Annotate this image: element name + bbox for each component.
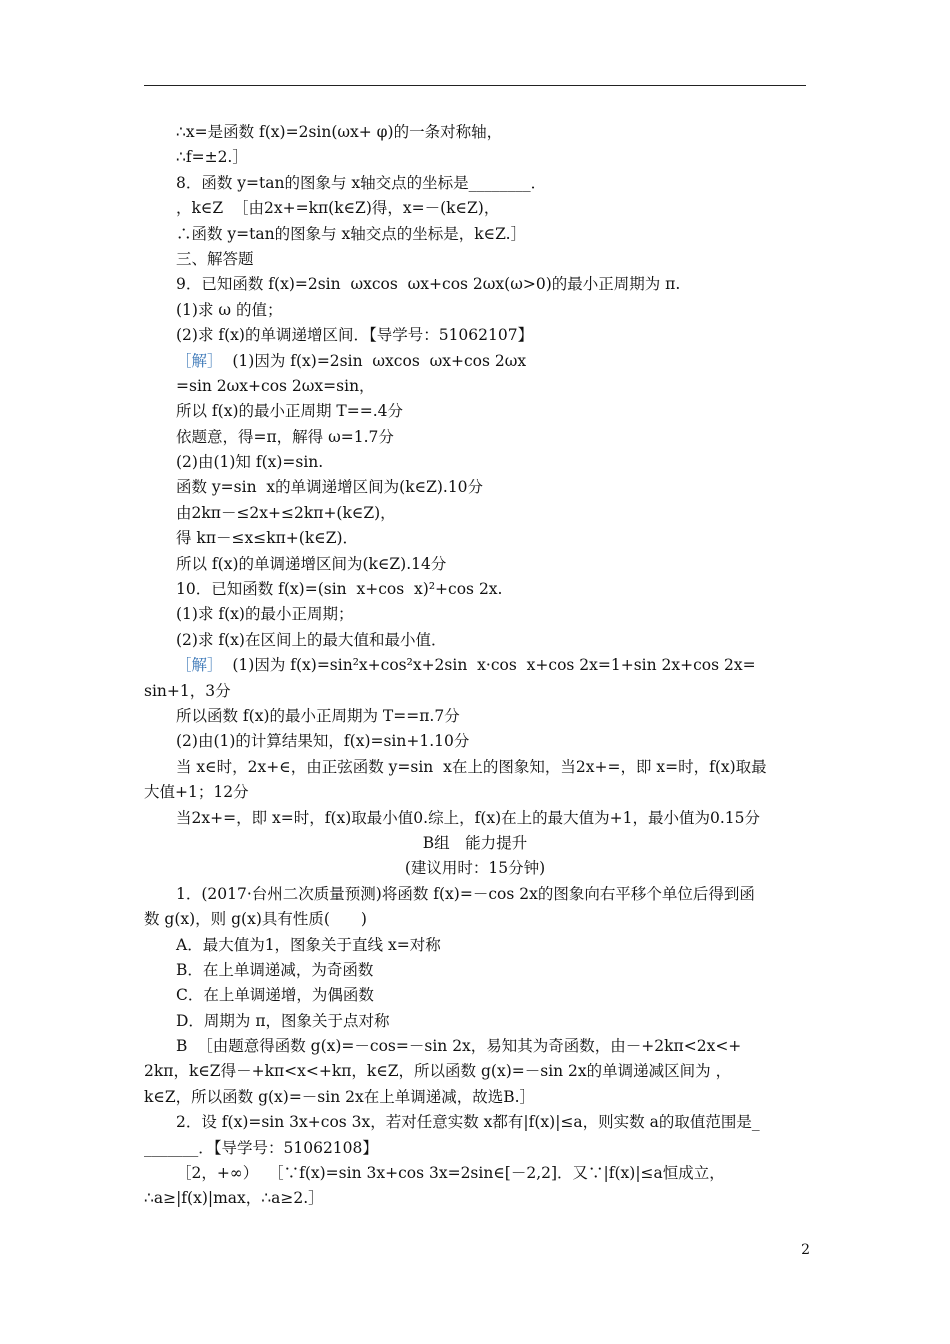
solution-label: ［解］ <box>176 351 223 370</box>
line-text: (2)由(1)知 f(x)=sin. <box>176 453 324 472</box>
text-line <box>144 196 806 221</box>
text-line <box>144 1009 806 1034</box>
text-line <box>144 298 806 323</box>
text-line <box>144 552 806 577</box>
line-text: 9．已知函数 f(x)=2sin ωxcos ωx+cos 2ωx(ω>0)的最小正周期为 π. <box>176 275 681 294</box>
line-text: k∈Z，所以函数 g(x)=－sin 2x在上单调递减，故选B.］ <box>144 1087 536 1106</box>
text-line <box>144 1161 806 1186</box>
line-text: 三、解答题 <box>176 249 254 268</box>
text-line <box>144 907 806 932</box>
text-line <box>144 1059 806 1084</box>
line-text: 大值+1；12分 <box>144 783 249 802</box>
line-text: 依题意，得=π，解得 ω=1.7分 <box>176 427 394 446</box>
text-line <box>144 1186 806 1211</box>
text-line <box>144 780 806 805</box>
text-line <box>144 602 806 627</box>
line-text: 2．设 f(x)=sin 3x+cos 3x，若对任意实数 x都有|f(x)|≤a，则实数 a的取值范围是_ <box>176 1113 760 1132</box>
text-line <box>144 628 806 653</box>
line-text: 10．已知函数 f(x)=(sin x+cos x)²+cos 2x. <box>176 580 503 599</box>
line-text: (2)由(1)的计算结果知，f(x)=sin+1.10分 <box>176 732 470 751</box>
text-line <box>144 1034 806 1059</box>
line-text: (1)因为 f(x)=sin²x+cos²x+2sin x·cos x+cos 2x=1+sin 2x+cos 2x= <box>222 656 756 675</box>
text-line <box>144 475 806 500</box>
text-line <box>144 704 806 729</box>
text-line <box>144 679 806 704</box>
line-text: (1)求 ω 的值； <box>176 300 283 319</box>
line-text: _______．【导学号：51062108】 <box>144 1138 378 1157</box>
text-line <box>144 577 806 602</box>
line-text: 2kπ，k∈Z得－+kπ<x<+kπ，k∈Z，所以函数 g(x)=－sin 2x的单调递减区间为 ， <box>144 1062 732 1081</box>
text-line <box>144 171 806 196</box>
text-line <box>144 222 806 247</box>
text-line <box>144 958 806 983</box>
line-text: (2)求 f(x)的单调递增区间．【导学号：51062107】 <box>176 326 534 345</box>
text-line <box>144 856 806 881</box>
text-line <box>144 349 806 374</box>
line-text: (1)因为 f(x)=2sin ωxcos ωx+cos 2ωx <box>222 351 527 370</box>
line-text: 所以 f(x)的单调递增区间为(k∈Z).14分 <box>176 554 447 573</box>
line-text: (2)求 f(x)在区间上的最大值和最小值． <box>176 630 447 649</box>
text-line <box>144 272 806 297</box>
page-number: 2 <box>801 1242 810 1258</box>
text-line <box>144 374 806 399</box>
line-text: (1)求 f(x)的最小正周期； <box>176 605 354 624</box>
line-text: ∴x=是函数 f(x)=2sin(ωx+ φ)的一条对称轴， <box>176 123 503 141</box>
text-line <box>144 425 806 450</box>
text-line <box>144 1136 806 1161</box>
line-text: A．最大值为1，图象关于直线 x=对称 <box>176 935 441 954</box>
line-text: ，k∈Z ［由2x+=kπ(k∈Z)得，x=－(k∈Z)， <box>176 199 500 218</box>
line-text: sin+1，3分 <box>144 681 231 700</box>
text-line <box>144 831 806 856</box>
text-line <box>144 983 806 1008</box>
line-text: (建议用时：15分钟) <box>404 859 546 878</box>
text-line <box>144 755 806 780</box>
line-text: B ［由题意得函数 g(x)=－cos=－sin 2x，易知其为奇函数，由－+2kπ<2x<+ <box>176 1037 742 1056</box>
solution-label: ［解］ <box>176 656 223 675</box>
line-text: 所以函数 f(x)的最小正周期为 T==π.7分 <box>176 706 460 725</box>
line-text: ∴f=±2.］ <box>176 148 248 167</box>
line-text: C．在上单调递增，为偶函数 <box>176 986 374 1005</box>
text-line <box>144 653 806 678</box>
text-line <box>144 501 806 526</box>
line-text: B．在上单调递减，为奇函数 <box>176 960 374 979</box>
line-text: ∴a≥|f(x)|max，∴a≥2.］ <box>144 1189 324 1208</box>
text-line <box>144 1085 806 1110</box>
line-text: 得 kπ－≤x≤kπ+(k∈Z)． <box>176 529 359 548</box>
header-rule <box>144 85 806 86</box>
line-text: B组 能力提升 <box>422 833 528 852</box>
text-line <box>144 933 806 958</box>
line-text: D．周期为 π，图象关于点对称 <box>176 1011 390 1030</box>
line-text: 函数 y=sin x的单调递增区间为(k∈Z).10分 <box>176 478 484 497</box>
document-body <box>144 120 806 1212</box>
text-line <box>144 729 806 754</box>
line-text: 所以 f(x)的最小正周期 T==.4分 <box>176 402 404 421</box>
text-line <box>144 120 806 145</box>
text-line <box>144 247 806 272</box>
line-text: 8．函数 y=tan的图象与 x轴交点的坐标是________． <box>176 173 547 192</box>
line-text: 数 g(x)，则 g(x)具有性质( ) <box>144 910 367 929</box>
line-text: ∴函数 y=tan的图象与 x轴交点的坐标是，k∈Z.］ <box>176 224 527 243</box>
text-line <box>144 145 806 170</box>
line-text: 1．(2017·台州二次质量预测)将函数 f(x)=－cos 2x的图象向右平移个单位后得到函 <box>176 884 755 903</box>
text-line <box>144 526 806 551</box>
line-text: 由2kπ－≤2x+≤2kπ+(k∈Z)， <box>176 503 396 522</box>
text-line <box>144 1110 806 1135</box>
line-text: ［2，+∞） ［∵f(x)=sin 3x+cos 3x=2sin∈[－2,2]．又∵|f(x)|≤a恒成立， <box>176 1164 725 1183</box>
text-line <box>144 806 806 831</box>
text-line <box>144 450 806 475</box>
text-line <box>144 882 806 907</box>
line-text: 当2x+=，即 x=时，f(x)取最小值0.综上，f(x)在上的最大值为+1，最小值为0.15分 <box>176 808 761 827</box>
text-line <box>144 399 806 424</box>
text-line <box>144 323 806 348</box>
line-text: =sin 2ωx+cos 2ωx=sin， <box>176 376 375 395</box>
line-text: 当 x∈时，2x+∈，由正弦函数 y=sin x在上的图象知，当2x+=，即 x=时，f(x)取最 <box>176 757 767 776</box>
